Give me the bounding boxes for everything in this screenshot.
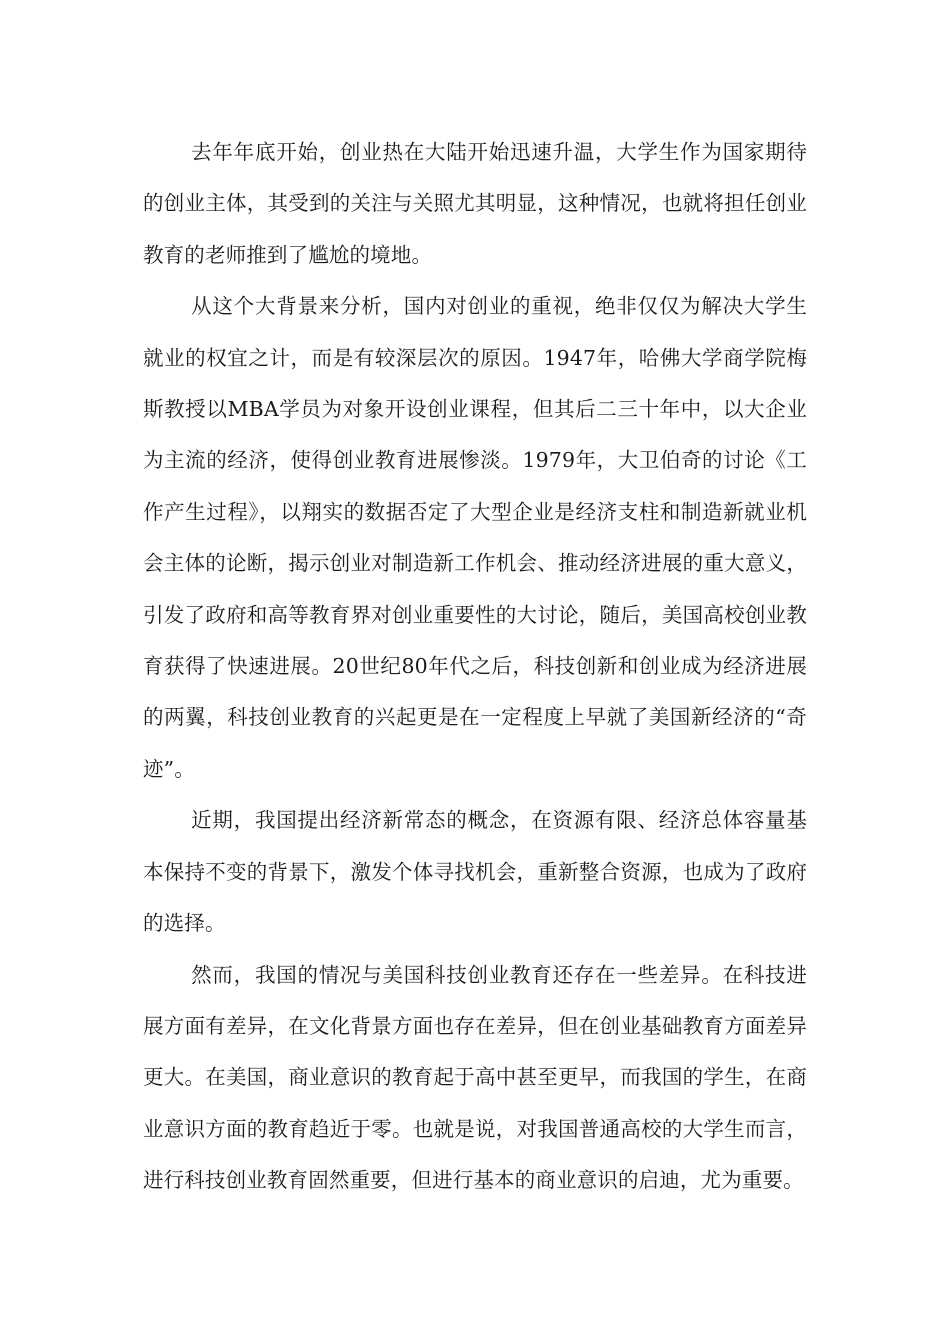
paragraph-1: 去年年底开始，创业热在大陆开始迅速升温，大学生作为国家期待的创业主体，其受到的关注与关照尤其明显，这种情况，也就将担任创业教育的老师推到了尴尬的境地。 (143, 140, 807, 267)
paragraph-2: 从这个大背景来分析，国内对创业的重视，绝非仅仅为解决大学生就业的权宜之计，而是有较深层次的原因。1947年，哈佛大学商学院梅斯教授以MBA学员为对象开设创业课程，但其后二三十年中，以大企业为主流的经济，使得创业教育进展惨淡。1979年，大卫伯奇的讨论《工作产生过程》，以翔实的数据否定了大型企业是经济支柱和制造新就业机会主体的论断，揭示创业对制造新工作机会、推动经济进展的重大意义，引发了政府和高等教育界对创业重要性的大讨论，随后，美国高校创业教育获得了快速进展。20世纪80年代之后，科技创新和创业成为经济进展的两翼，科技创业教育的兴起更是在一定程度上早就了美国新经济的“奇迹”。 (143, 294, 807, 781)
document-body (143, 127, 807, 1207)
paragraph-3: 近期，我国提出经济新常态的概念，在资源有限、经济总体容量基本保持不变的背景下，激发个体寻找机会，重新整合资源，也成为了政府的选择。 (143, 808, 807, 936)
paragraph-4: 然而，我国的情况与美国科技创业教育还存在一些差异。在科技进展方面有差异，在文化背景方面也存在差异，但在创业基础教育方面差异更大。在美国，商业意识的教育起于高中甚至更早，而我国的学生，在商业意识方面的教育趋近于零。也就是说，对我国普通高校的大学生而言，进行科技创业教育固然重要，但进行基本的商业意识的启迪，尤为重要。 (143, 962, 807, 1193)
